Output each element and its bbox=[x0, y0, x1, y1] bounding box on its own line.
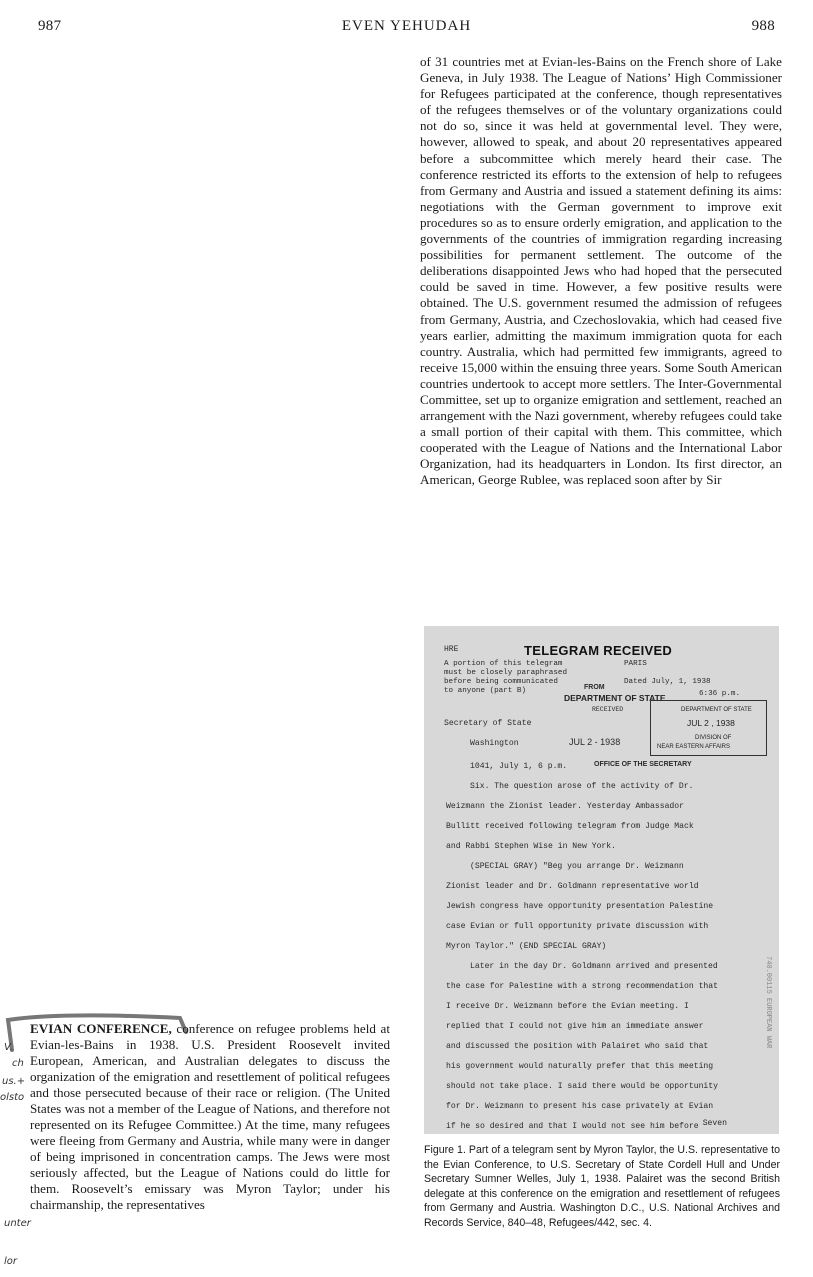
office-stamp: OFFICE OF THE SECRETARY bbox=[594, 761, 692, 768]
telegram-note-line: A portion of this telegram bbox=[444, 660, 563, 668]
margin-note: V. bbox=[4, 1042, 13, 1053]
right-column-text bbox=[420, 54, 782, 489]
running-title: EVEN YEHUDAH bbox=[341, 18, 472, 34]
telegram-body-line: Weizmann the Zionist leader. Yesterday Ambassador bbox=[446, 802, 684, 811]
telegram-body-line: Zionist leader and Dr. Goldmann representative world bbox=[446, 882, 699, 891]
telegram-note-line: before being communicated bbox=[444, 678, 558, 686]
margin-note: us.+ bbox=[2, 1076, 26, 1087]
telegram-body-line: Six. The question arose of the activity of Dr. bbox=[470, 782, 694, 791]
telegram-received-time: 6:36 p.m. bbox=[699, 690, 741, 698]
telegram-image bbox=[424, 626, 779, 1134]
telegram-ref-line: 1041, July 1, 6 p.m. bbox=[470, 762, 568, 771]
telegram-body bbox=[446, 777, 766, 1134]
telegram-addressee: Secretary of State bbox=[444, 719, 532, 728]
telegram-body-line: case Evian or full opportunity private discussion with bbox=[446, 922, 709, 931]
telegram-header-block bbox=[444, 660, 774, 696]
telegram-body-line: I receive Dr. Weizmann before the Evian meeting. I bbox=[446, 1002, 689, 1011]
telegram-from-city: PARIS bbox=[624, 660, 647, 668]
telegram-body-line: and Rabbi Stephen Wise in New York. bbox=[446, 842, 616, 851]
telegram-city: Washington bbox=[470, 739, 519, 748]
entry-headword: EVIAN CONFERENCE, bbox=[30, 1021, 172, 1036]
telegram-note-line: to anyone (part B) bbox=[444, 687, 527, 695]
division-stamp-line1: DIVISION OF bbox=[695, 735, 732, 741]
telegram-note-line: must be closely paraphrased bbox=[444, 669, 568, 677]
figure-caption: Figure 1. Part of a telegram sent by Myron Taylor, the U.S. representative to the Evian Conference, to U.S. Secretary of State Cordell Hull and Under Secretary Sumner Welles, July 1, 1938. Palairet was the second British delegate at this conference on the emigration and resettlement of refugees from Germany and Austria. Washington D.C., U.S. National Archives and Records Service, 840–48, Refugees/442, sec. 4. bbox=[424, 1144, 780, 1229]
margin-note: lor bbox=[4, 1256, 18, 1267]
division-stamp-line2: NEAR EASTERN AFFAIRS bbox=[657, 744, 731, 750]
telegram-body-line: his government would naturally prefer that this meeting bbox=[446, 1062, 714, 1071]
telegram-body-line: the case for Palestine with a strong recommendation that bbox=[446, 982, 718, 991]
telegram-signature: Seven bbox=[702, 1119, 727, 1128]
page-number-left: 987 bbox=[38, 18, 62, 34]
telegram-hre: HRE bbox=[444, 645, 459, 654]
entry-text: conference on refugee problems held at Evian-les-Bains in 1938. U.S. President Roosevelt invited European, American, and Australian delegates to discuss the organization of the emigration and resettlement of political refugees and those persecuted because of their race or religion. (The United States was not a member of the League of Nations, and therefore not represented on its Refugee Committee.) At the time, many refugees were fleeing from Germany and Austria, while many were in danger of being imprisoned in concentration camps. The Jews were most seriously affected, but the League of Nations could do little for them. Roosevelt’s emissary was Myron Taylor; under his chairmanship, the representatives bbox=[30, 1021, 390, 1212]
right-column-paragraph: of 31 countries met at Evian-les-Bains on the French shore of Lake Geneva, in July 1938. The League of Nations’ High Commissioner for Refugees participated at the conference, though representatives of the refugees themselves or of the voluntary organizations could not do so, since it was held at governmental level. They were, however, allowed to speak, and about 20 representatives appeared before a subcommittee which merely heard their case. The conference restricted its efforts to the extension of help to refugees from Germany and Austria and issued a statement defining its aims: negotiations with the German government to improve exit procedures so as to ensure orderly emigration, and application to the governments of the countries of immigration regarding increasing possibilities for permanent settlement. The outcome of the deliberations disappointed Jews who had hoped that the persecuted could be saved in time. However, a few positive results were obtained. The U.S. government resumed the admission of refugees from Germany, Austria, and Czechoslovakia, which had ceased five years earlier, admitting the maximum immigration quota for each country. Australia, which had permitted few immigrants, agreed to receive 15,000 within the ensuing three years. Some South American countries undertook to accept more settlers. The Inter-Governmental Committee, set up to organize emigration and settlement, reached an arrangement with the Nazi government, whereby refugees could take a small portion of their capital with them. This committee, which cooperated with the League of Nations and the International Labor Organization, had its headquarters in London. Its first director, an American, George Rublee, was replaced soon after by Sir bbox=[420, 54, 782, 488]
telegram-dated: Dated July, 1, 1938 bbox=[624, 678, 711, 686]
margin-note: olsto bbox=[0, 1092, 25, 1103]
telegram-body-line: Later in the day Dr. Goldmann arrived and presented bbox=[470, 962, 718, 971]
telegram-body-line: and discussed the position with Palairet who said that bbox=[446, 1042, 709, 1051]
division-stamp bbox=[650, 700, 767, 756]
telegram-body-line: Myron Taylor." (END SPECIAL GRAY) bbox=[446, 942, 607, 951]
page-number-right: 988 bbox=[751, 18, 775, 34]
telegram-received-date: JUL 2 - 1938 bbox=[569, 737, 621, 747]
evian-conference-entry bbox=[30, 1021, 390, 1213]
margin-note: ch bbox=[12, 1058, 24, 1069]
telegram-body-line: should not take place. I said there would be opportunity bbox=[446, 1082, 718, 1091]
telegram-body-line: replied that I could not give him an immediate answer bbox=[446, 1022, 704, 1031]
division-stamp-top: DEPARTMENT OF STATE bbox=[681, 707, 752, 713]
telegram-side-stamp: 740.00115 EUROPEAN WAR bbox=[764, 956, 772, 1049]
division-stamp-date: JUL 2 , 1938 bbox=[687, 718, 735, 728]
telegram-title: TELEGRAM RECEIVED bbox=[524, 643, 673, 658]
telegram-body-line: if he so desired and that I would not see him before bbox=[446, 1122, 699, 1131]
telegram-body-line: (SPECIAL GRAY) "Beg you arrange Dr. Weizmann bbox=[470, 862, 684, 871]
telegram-body-line: for Dr. Weizmann to present his case privately at Evian bbox=[446, 1102, 714, 1111]
telegram-body-line: Bullitt received following telegram from Judge Mack bbox=[446, 822, 694, 831]
telegram-body-line: Jewish congress have opportunity presentation Palestine bbox=[446, 902, 714, 911]
margin-note: unter bbox=[4, 1218, 31, 1229]
stamp-from: FROM bbox=[584, 684, 605, 691]
stamp-department: DEPARTMENT OF STATE bbox=[564, 693, 666, 703]
stamp-received: RECEIVED bbox=[592, 706, 624, 713]
